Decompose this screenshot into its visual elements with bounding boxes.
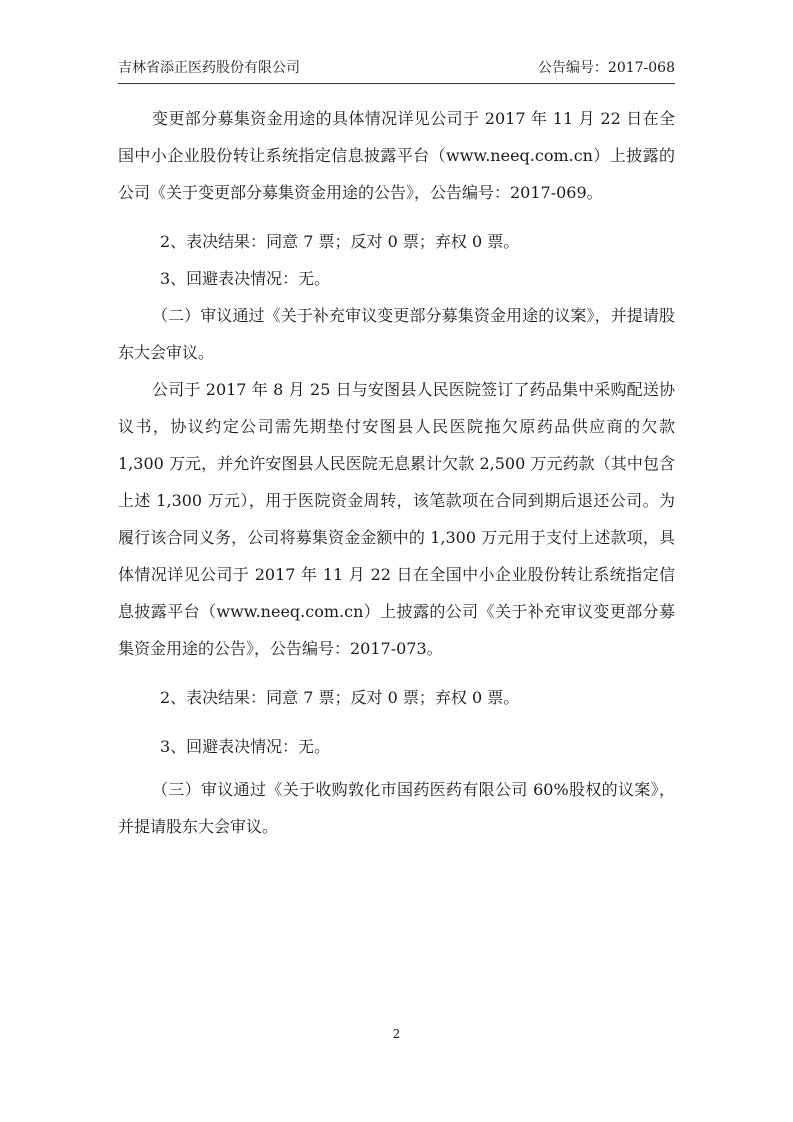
avoid-vote-2: 3、回避表决情况：无。 (160, 737, 331, 756)
page-header (118, 57, 675, 84)
vote-result-1: 2、表决结果：同意 7 票；反对 0 票；弃权 0 票。 (160, 232, 520, 251)
paragraph-supplementary: 公司于 2017 年 8 月 25 日与安图县人民医院签订了药品集中采购配送协议书，协议约定公司需先期垫付安图县人民医院拖欠原药品供应商的欠款 1,300 万元，并允许安图县人民医院无息累计欠款 2,500 万元药款（其中包含上述 1,300 万元），用于医院资金周转，该笔款项在合同到期后退还公司。为履行该合同义务，公司将募集资金金额中的 1,300 万元用于支付上述款项，具体情况详见公司于 2017 年 11 月 22 日在全国中小企业股份转让系统指定信息披露平台（www.neeq.com.cn）上披露的公司《关于补充审议变更部分募集资金用途的公告》，公告编号：2017-073。 (118, 380, 675, 658)
item-3-title: （三）审议通过《关于收购敦化市国药医药有限公司 60%股权的议案》，并提请股东大会审议。 (118, 780, 675, 836)
notice-number: 公告编号：2017-068 (537, 60, 675, 76)
document-body (118, 100, 675, 845)
paragraph-change-details: 变更部分募集资金用途的具体情况详见公司于 2017 年 11 月 22 日在全国中小企业股份转让系统指定信息披露平台（www.neeq.com.cn）上披露的公司《关于变更部分募集资金用途的公告》，公告编号：2017-069。 (118, 109, 675, 202)
item-2-title: （二）审议通过《关于补充审议变更部分募集资金用途的议案》，并提请股东大会审议。 (118, 306, 675, 362)
vote-result-2: 2、表决结果：同意 7 票；反对 0 票；弃权 0 票。 (160, 688, 520, 707)
company-name: 吉林省添正医药股份有限公司 (118, 60, 300, 76)
avoid-vote-1: 3、回避表决情况：无。 (160, 269, 331, 288)
page-number: 2 (392, 1027, 401, 1041)
